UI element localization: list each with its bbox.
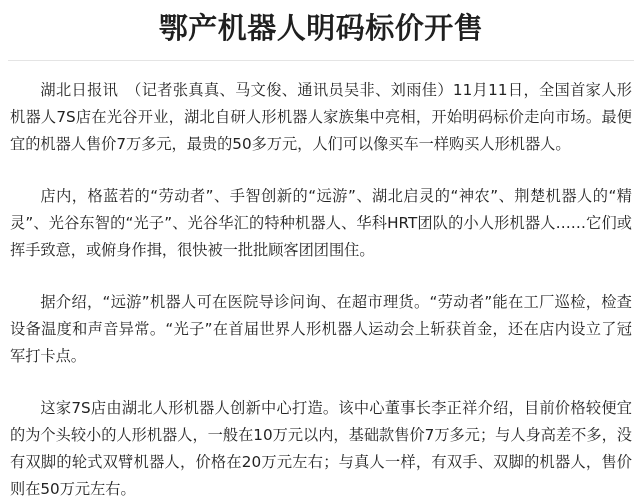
article-paragraph-3: 据介绍，“远游”机器人可在医院导诊问询、在超市理货。“劳动者”能在工厂巡检，检查设备温度和声音异常。“光子”在首届世界人形机器人运动会上斩获首金，还在店内设立了冠军打卡点。 [10,293,632,365]
title-divider [8,60,634,61]
article-title: 鄂产机器人明码标价开售 [158,11,484,45]
article-paragraph-2: 店内，格蓝若的“劳动者”、手智创新的“远游”、湖北启灵的“神农”、荆楚机器人的“精灵”、光谷东智的“光子”、光谷华汇的特种机器人、华科HRT团队的小人形机器人……它们或挥手致意，或俯身作揖，很快被一批批顾客团团围住。 [10,187,632,259]
article-body [0,77,642,503]
article-paragraph-1: 湖北日报讯 （记者张真真、马文俊、通讯员吴非、刘雨佳）11月11日，全国首家人形机器人7S店在光谷开业，湖北自研人形机器人家族集中亮相，开始明码标价走向市场。最便宜的机器人售价7万多元，最贵的50多万元，人们可以像买车一样购买人形机器人。 [10,81,632,153]
article-paragraph-4: 这家7S店由湖北人形机器人创新中心打造。该中心董事长李正祥介绍，目前价格较便宜的为个头较小的人形机器人，一般在10万元以内，基础款售价7万多元；与人身高差不多，没有双脚的轮式双臂机器人，价格在20万元左右；与真人一样，有双手、双脚的机器人，售价则在50万元左右。 [10,399,632,498]
